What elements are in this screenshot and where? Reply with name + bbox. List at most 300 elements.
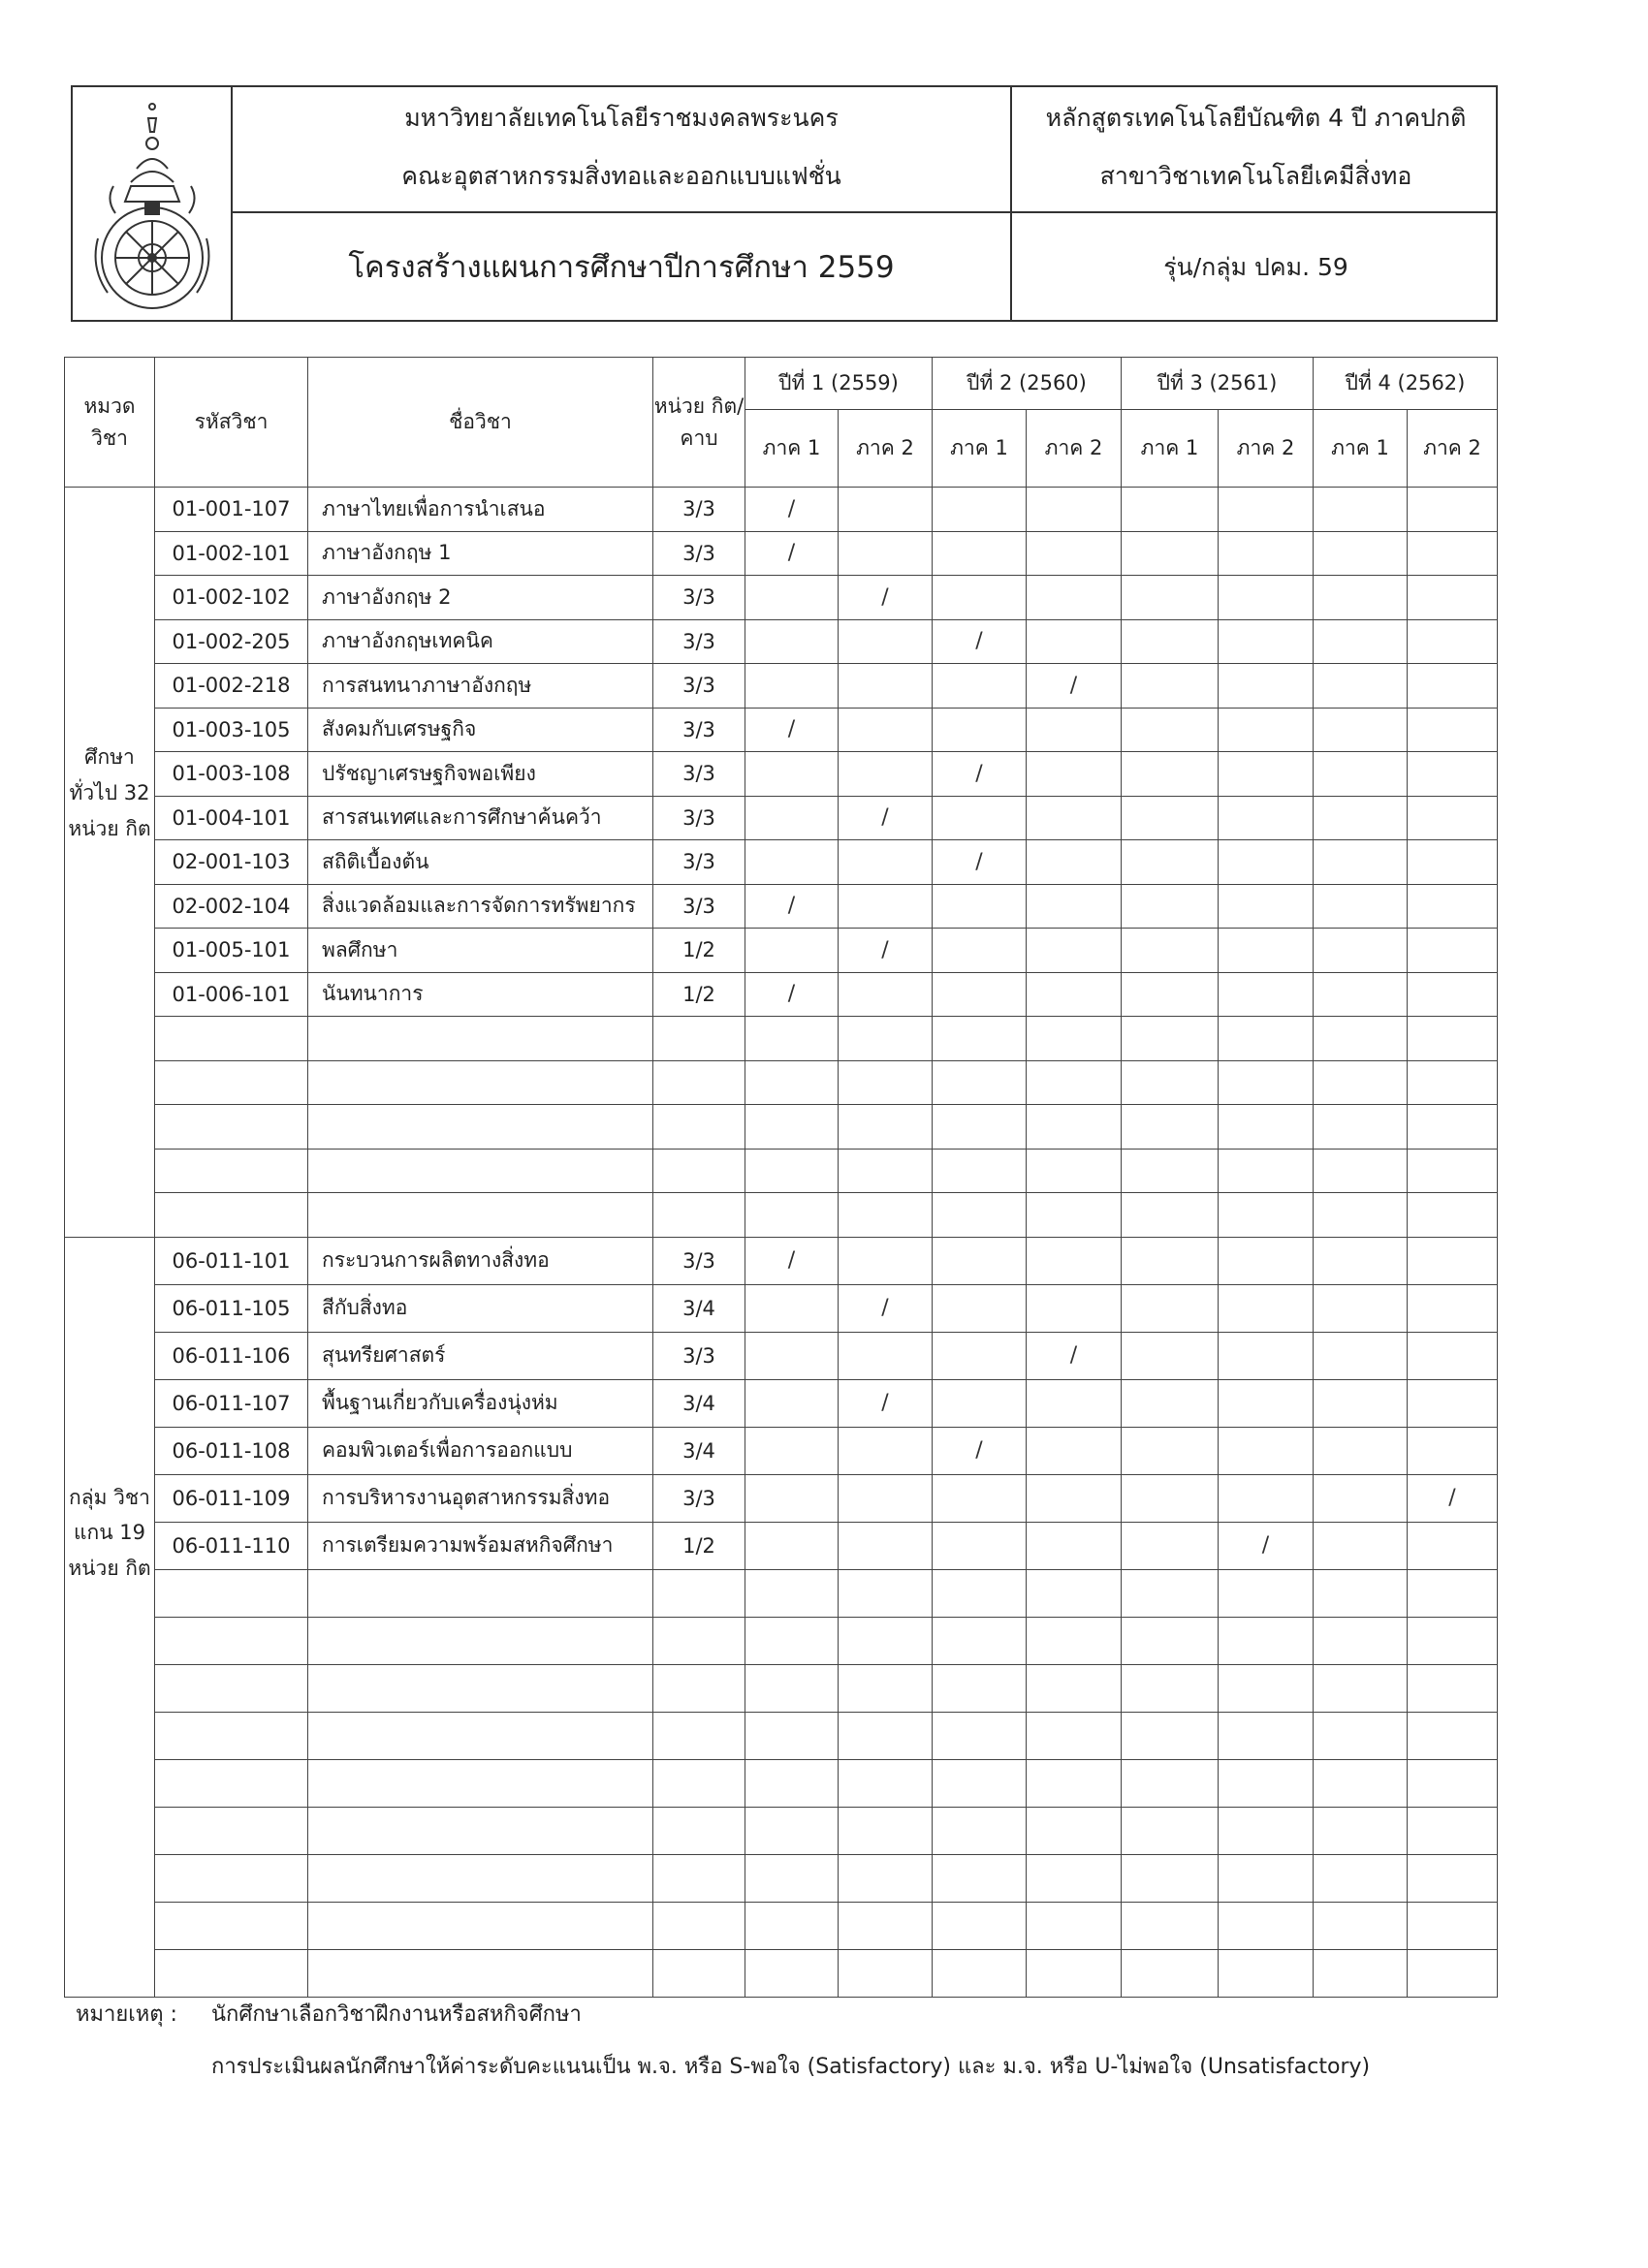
table-row	[65, 1522, 1498, 1569]
course-name: สุนทรียศาสตร์	[308, 1332, 653, 1379]
semester-cell	[1408, 708, 1498, 752]
semester-cell	[839, 1617, 933, 1664]
semester-cell	[1027, 972, 1122, 1017]
semester-cell	[1408, 1854, 1498, 1902]
table-row	[65, 796, 1498, 840]
course-name: สิ่งแวดล้อมและการจัดการทรัพยากร	[308, 884, 653, 929]
semester-cell	[745, 929, 839, 973]
semester-cell	[1314, 1474, 1408, 1522]
semester-check-mark: /	[839, 929, 933, 973]
empty-row	[65, 1149, 1498, 1193]
semester-cell	[1314, 1522, 1408, 1569]
faculty-name: คณะอุตสาหกรรมสิ่งทอและออกแบบแฟชั่น	[401, 162, 841, 190]
semester-cell	[1122, 1759, 1219, 1807]
course-code: 01-002-218	[155, 664, 308, 709]
semester-cell	[1408, 1664, 1498, 1712]
semester-check-mark: /	[933, 752, 1027, 797]
course-code: 06-011-105	[155, 1284, 308, 1332]
semester-cell	[1027, 1569, 1122, 1617]
semester-cell	[1408, 1522, 1498, 1569]
program-name: หลักสูตรเทคโนโลยีบัณฑิต 4 ปี ภาคปกติ	[1045, 104, 1467, 132]
semester-cell	[933, 488, 1027, 532]
semester-cell	[1027, 1759, 1122, 1807]
category-cell: ศึกษา ทั่วไป 32 หน่วย กิต	[65, 488, 155, 1238]
semester-cell	[1122, 531, 1219, 576]
semester-cell	[1314, 576, 1408, 620]
semester-cell	[1314, 708, 1408, 752]
semester-cell	[1219, 1854, 1314, 1902]
semester-cell	[1408, 1332, 1498, 1379]
course-code: 01-003-105	[155, 708, 308, 752]
table-row	[65, 929, 1498, 973]
semester-cell	[933, 1149, 1027, 1193]
semester-cell	[839, 1474, 933, 1522]
page-title: โครงสร้างแผนการศึกษาปีการศึกษา 2559	[348, 250, 895, 285]
course-code: 01-002-102	[155, 576, 308, 620]
semester-cell	[1027, 1902, 1122, 1949]
course-code: 01-002-101	[155, 531, 308, 576]
empty-row	[65, 1617, 1498, 1664]
course-credits: 3/3	[653, 752, 745, 797]
col-semester: ภาค 1	[1122, 410, 1219, 488]
semester-check-mark: /	[1027, 1332, 1122, 1379]
semester-cell	[745, 1664, 839, 1712]
course-credits	[653, 1105, 745, 1150]
course-credits	[653, 1664, 745, 1712]
note-line-2: การประเมินผลนักศึกษาให้ค่าระดับคะแนนเป็น พ.จ. หรือ S-พอใจ (Satisfactory) และ ม.จ. หรือ U-ไม่พอใจ (Unsatisfactory)	[211, 2055, 1371, 2079]
semester-cell	[1314, 840, 1408, 885]
course-name: สถิติเบื้องต้น	[308, 840, 653, 885]
semester-cell	[933, 531, 1027, 576]
semester-cell	[1314, 1149, 1408, 1193]
course-code: 02-001-103	[155, 840, 308, 885]
col-category: หมวด วิชา	[65, 358, 155, 488]
course-name: ภาษาอังกฤษ 2	[308, 576, 653, 620]
course-credits: 3/3	[653, 488, 745, 532]
semester-cell	[1408, 1284, 1498, 1332]
col-code: รหัสวิชา	[155, 358, 308, 488]
semester-check-mark: /	[839, 576, 933, 620]
semester-cell	[1314, 884, 1408, 929]
semester-cell	[1027, 796, 1122, 840]
semester-cell	[1219, 1569, 1314, 1617]
empty-row	[65, 1759, 1498, 1807]
course-name: สังคมกับเศรษฐกิจ	[308, 708, 653, 752]
course-name: คอมพิวเตอร์เพื่อการออกแบบ	[308, 1427, 653, 1474]
course-name	[308, 1149, 653, 1193]
semester-check-mark: /	[933, 840, 1027, 885]
course-code	[155, 1617, 308, 1664]
semester-cell	[1219, 1332, 1314, 1379]
semester-cell	[1027, 1237, 1122, 1284]
semester-cell	[1314, 1807, 1408, 1854]
semester-check-mark: /	[933, 1427, 1027, 1474]
semester-cell	[1027, 1712, 1122, 1759]
course-credits	[653, 1807, 745, 1854]
semester-check-mark: /	[745, 708, 839, 752]
semester-cell	[839, 1807, 933, 1854]
course-credits: 3/4	[653, 1427, 745, 1474]
course-credits: 3/3	[653, 796, 745, 840]
semester-cell	[1219, 972, 1314, 1017]
semester-cell	[1122, 1902, 1219, 1949]
semester-cell	[933, 1664, 1027, 1712]
course-name: นันทนาการ	[308, 972, 653, 1017]
course-name	[308, 1060, 653, 1105]
course-credits: 3/3	[653, 708, 745, 752]
course-name: ปรัชญาเศรษฐกิจพอเพียง	[308, 752, 653, 797]
semester-cell	[1314, 1284, 1408, 1332]
course-credits	[653, 1149, 745, 1193]
semester-cell	[745, 1193, 839, 1238]
semester-cell	[1122, 1474, 1219, 1522]
semester-cell	[1219, 796, 1314, 840]
semester-cell	[1122, 1854, 1219, 1902]
header-divider	[231, 211, 1496, 213]
category-cell: กลุ่ม วิชา แกน 19 หน่วย กิต	[65, 1237, 155, 1997]
col-semester: ภาค 2	[839, 410, 933, 488]
semester-cell	[1408, 1617, 1498, 1664]
semester-cell	[745, 664, 839, 709]
col-year: ปีที่ 4 (2562)	[1314, 358, 1498, 410]
semester-cell	[1027, 1617, 1122, 1664]
course-name: ภาษาไทยเพื่อการนำเสนอ	[308, 488, 653, 532]
table-row	[65, 619, 1498, 664]
semester-cell	[1122, 1284, 1219, 1332]
semester-cell	[1027, 488, 1122, 532]
course-credits	[653, 1060, 745, 1105]
course-name: กระบวนการผลิตทางสิ่งทอ	[308, 1237, 653, 1284]
semester-cell	[1219, 1060, 1314, 1105]
semester-cell	[1314, 1664, 1408, 1712]
semester-cell	[1219, 1474, 1314, 1522]
semester-cell	[1408, 1427, 1498, 1474]
course-name: การเตรียมความพร้อมสหกิจศึกษา	[308, 1522, 653, 1569]
semester-cell	[933, 664, 1027, 709]
semester-cell	[1122, 972, 1219, 1017]
course-code	[155, 1569, 308, 1617]
course-code: 06-011-101	[155, 1237, 308, 1284]
semester-cell	[1408, 1060, 1498, 1105]
semester-check-mark: /	[933, 619, 1027, 664]
empty-row	[65, 1902, 1498, 1949]
course-code	[155, 1759, 308, 1807]
semester-cell	[839, 1105, 933, 1150]
semester-cell	[933, 1284, 1027, 1332]
col-semester: ภาค 2	[1027, 410, 1122, 488]
course-name: การสนทนาภาษาอังกฤษ	[308, 664, 653, 709]
semester-cell	[839, 752, 933, 797]
semester-cell	[839, 664, 933, 709]
semester-cell	[839, 1854, 933, 1902]
semester-cell	[1219, 1807, 1314, 1854]
course-credits	[653, 1902, 745, 1949]
semester-cell	[745, 1569, 839, 1617]
semester-cell	[1027, 1379, 1122, 1427]
semester-cell	[1408, 1237, 1498, 1284]
semester-cell	[1408, 884, 1498, 929]
semester-cell	[1408, 929, 1498, 973]
semester-cell	[745, 1332, 839, 1379]
course-credits: 3/4	[653, 1284, 745, 1332]
semester-check-mark: /	[745, 531, 839, 576]
semester-cell	[1219, 1949, 1314, 1997]
semester-cell	[839, 1237, 933, 1284]
curriculum-table	[64, 357, 1498, 1998]
semester-cell	[1314, 531, 1408, 576]
semester-cell	[745, 1149, 839, 1193]
semester-cell	[1122, 840, 1219, 885]
semester-cell	[933, 796, 1027, 840]
semester-check-mark: /	[839, 1284, 933, 1332]
semester-cell	[1314, 1193, 1408, 1238]
course-credits: 3/3	[653, 1474, 745, 1522]
semester-check-mark: /	[1219, 1522, 1314, 1569]
semester-cell	[1027, 619, 1122, 664]
semester-cell	[1408, 531, 1498, 576]
course-name: การบริหารงานอุตสาหกรรมสิ่งทอ	[308, 1474, 653, 1522]
semester-cell	[1314, 1017, 1408, 1061]
semester-check-mark: /	[839, 796, 933, 840]
course-name	[308, 1105, 653, 1150]
course-code: 01-006-101	[155, 972, 308, 1017]
course-name: ภาษาอังกฤษ 1	[308, 531, 653, 576]
semester-cell	[745, 1522, 839, 1569]
course-credits	[653, 1712, 745, 1759]
course-code: 06-011-107	[155, 1379, 308, 1427]
semester-cell	[1122, 1017, 1219, 1061]
semester-cell	[745, 1105, 839, 1150]
semester-cell	[933, 972, 1027, 1017]
semester-cell	[1408, 1949, 1498, 1997]
course-code	[155, 1149, 308, 1193]
empty-row	[65, 1569, 1498, 1617]
semester-cell	[745, 1902, 839, 1949]
semester-cell	[1408, 1712, 1498, 1759]
semester-cell	[839, 884, 933, 929]
course-credits: 3/3	[653, 884, 745, 929]
semester-cell	[745, 1617, 839, 1664]
course-name	[308, 1193, 653, 1238]
course-code: 01-005-101	[155, 929, 308, 973]
semester-cell	[1314, 972, 1408, 1017]
university-seal-icon	[86, 93, 218, 314]
semester-cell	[1027, 1854, 1122, 1902]
course-credits: 3/3	[653, 619, 745, 664]
semester-cell	[745, 1949, 839, 1997]
semester-cell	[839, 1332, 933, 1379]
col-semester: ภาค 1	[1314, 410, 1408, 488]
semester-cell	[839, 531, 933, 576]
semester-cell	[1027, 929, 1122, 973]
semester-check-mark: /	[839, 1379, 933, 1427]
course-name: พลศึกษา	[308, 929, 653, 973]
semester-cell	[1122, 1193, 1219, 1238]
semester-cell	[1314, 1569, 1408, 1617]
university-name: มหาวิทยาลัยเทคโนโลยีราชมงคลพระนคร	[404, 104, 839, 132]
course-code: 06-011-106	[155, 1332, 308, 1379]
semester-cell	[1122, 1664, 1219, 1712]
course-code	[155, 1105, 308, 1150]
course-name: สารสนเทศและการศึกษาค้นคว้า	[308, 796, 653, 840]
semester-cell	[839, 1149, 933, 1193]
empty-row	[65, 1664, 1498, 1712]
semester-cell	[1122, 1712, 1219, 1759]
semester-cell	[933, 1854, 1027, 1902]
semester-cell	[1027, 884, 1122, 929]
semester-cell	[1408, 1193, 1498, 1238]
empty-row	[65, 1712, 1498, 1759]
semester-cell	[933, 1759, 1027, 1807]
table-body	[65, 488, 1498, 1998]
semester-cell	[1219, 1237, 1314, 1284]
semester-cell	[1122, 1060, 1219, 1105]
semester-cell	[1027, 1522, 1122, 1569]
table-row	[65, 1379, 1498, 1427]
course-code	[155, 1712, 308, 1759]
semester-check-mark: /	[745, 884, 839, 929]
semester-cell	[933, 1807, 1027, 1854]
course-code: 02-002-104	[155, 884, 308, 929]
table-header	[65, 358, 1498, 488]
empty-row	[65, 1807, 1498, 1854]
col-year: ปีที่ 3 (2561)	[1122, 358, 1314, 410]
semester-cell	[839, 1017, 933, 1061]
table-row	[65, 531, 1498, 576]
course-code	[155, 1807, 308, 1854]
semester-cell	[745, 1427, 839, 1474]
semester-cell	[1408, 1017, 1498, 1061]
semester-cell	[1219, 531, 1314, 576]
course-code: 06-011-109	[155, 1474, 308, 1522]
semester-cell	[1027, 576, 1122, 620]
semester-cell	[745, 1474, 839, 1522]
semester-cell	[1314, 929, 1408, 973]
course-credits: 1/2	[653, 1522, 745, 1569]
semester-cell	[1122, 1949, 1219, 1997]
empty-row	[65, 1017, 1498, 1061]
course-name	[308, 1017, 653, 1061]
semester-cell	[933, 1617, 1027, 1664]
semester-cell	[839, 1712, 933, 1759]
semester-cell	[1408, 796, 1498, 840]
semester-cell	[839, 708, 933, 752]
course-credits: 3/3	[653, 1332, 745, 1379]
col-semester: ภาค 2	[1219, 410, 1314, 488]
table-row	[65, 752, 1498, 797]
semester-cell	[745, 796, 839, 840]
semester-cell	[1027, 1060, 1122, 1105]
semester-cell	[1027, 1807, 1122, 1854]
semester-cell	[1122, 796, 1219, 840]
semester-cell	[839, 1569, 933, 1617]
semester-cell	[1408, 1807, 1498, 1854]
semester-cell	[1314, 796, 1408, 840]
semester-cell	[1027, 1193, 1122, 1238]
course-name: สีกับสิ่งทอ	[308, 1284, 653, 1332]
course-name	[308, 1807, 653, 1854]
semester-cell	[933, 1332, 1027, 1379]
semester-cell	[1314, 1427, 1408, 1474]
semester-cell	[1314, 1759, 1408, 1807]
semester-cell	[839, 840, 933, 885]
semester-cell	[1314, 1379, 1408, 1427]
document-header	[71, 85, 1498, 322]
semester-cell	[1122, 1522, 1219, 1569]
course-code	[155, 1949, 308, 1997]
semester-cell	[933, 1379, 1027, 1427]
semester-cell	[1408, 576, 1498, 620]
semester-cell	[1219, 1617, 1314, 1664]
course-credits: 1/2	[653, 972, 745, 1017]
course-name	[308, 1902, 653, 1949]
semester-cell	[1408, 1569, 1498, 1617]
semester-cell	[1314, 1712, 1408, 1759]
note-label: หมายเหตุ :	[76, 2002, 177, 2027]
semester-cell	[1122, 1149, 1219, 1193]
semester-cell	[1122, 1807, 1219, 1854]
semester-cell	[1027, 752, 1122, 797]
semester-cell	[839, 1759, 933, 1807]
semester-cell	[1219, 664, 1314, 709]
semester-cell	[1314, 1854, 1408, 1902]
semester-cell	[839, 1902, 933, 1949]
table-row	[65, 708, 1498, 752]
semester-cell	[933, 708, 1027, 752]
semester-cell	[1408, 1105, 1498, 1150]
semester-cell	[1219, 752, 1314, 797]
semester-cell	[1219, 1193, 1314, 1238]
semester-cell	[1122, 929, 1219, 973]
course-code	[155, 1664, 308, 1712]
semester-cell	[1219, 1902, 1314, 1949]
course-name	[308, 1759, 653, 1807]
semester-cell	[1408, 752, 1498, 797]
semester-cell	[1027, 531, 1122, 576]
semester-cell	[745, 619, 839, 664]
semester-cell	[745, 1854, 839, 1902]
semester-cell	[839, 1664, 933, 1712]
semester-cell	[1408, 488, 1498, 532]
semester-cell	[745, 1807, 839, 1854]
course-name	[308, 1712, 653, 1759]
semester-cell	[933, 1105, 1027, 1150]
semester-cell	[1027, 708, 1122, 752]
course-code	[155, 1193, 308, 1238]
semester-cell	[1408, 972, 1498, 1017]
semester-cell	[745, 1759, 839, 1807]
course-credits: 3/3	[653, 576, 745, 620]
semester-cell	[933, 1902, 1027, 1949]
semester-cell	[1219, 1712, 1314, 1759]
semester-cell	[1408, 664, 1498, 709]
semester-cell	[1122, 884, 1219, 929]
semester-cell	[745, 1284, 839, 1332]
semester-check-mark: /	[1408, 1474, 1498, 1522]
semester-cell	[1122, 1332, 1219, 1379]
course-code: 01-003-108	[155, 752, 308, 797]
semester-cell	[933, 1949, 1027, 1997]
semester-cell	[1027, 1949, 1122, 1997]
semester-cell	[1219, 488, 1314, 532]
table-row	[65, 840, 1498, 885]
semester-cell	[1219, 1105, 1314, 1150]
semester-cell	[1219, 1379, 1314, 1427]
semester-cell	[839, 488, 933, 532]
semester-cell	[933, 884, 1027, 929]
table-row	[65, 1284, 1498, 1332]
semester-cell	[1408, 619, 1498, 664]
